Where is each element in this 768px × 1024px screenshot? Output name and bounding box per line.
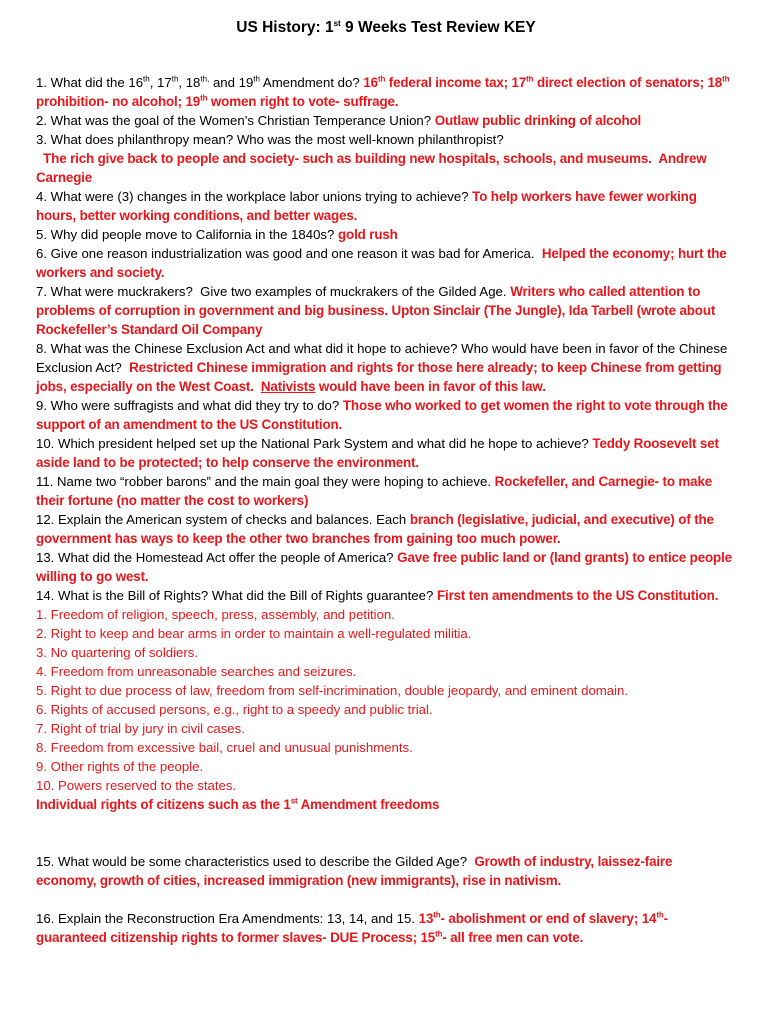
answer-12: branch (legislative, judicial, and executive) of the government has ways to keep the other two branches from gaining too much power. [36,512,714,546]
bill-of-rights-list [36,605,736,795]
question-12: 12. Explain the American system of checks and balances. Each branch (legislative, judicial, and executive) of the government has ways to keep the other two branches from gaining too much power. [36,512,714,546]
answer-2: Outlaw public drinking of alcohol [434,113,642,128]
list-item: 9. Other rights of the people. [36,759,204,774]
nativists-underlined: Nativists [260,379,316,394]
answer-5: gold rush [338,227,398,242]
list-item: 2. Right to keep and bear arms in order to maintain a well-regulated militia. [36,626,472,641]
answer-8: Restricted Chinese immigration and rights for those here already; to keep Chinese from getting jobs, especially on the West Coast. Nativists would have been in favor of this law. [36,360,725,394]
question-11: 11. Name two “robber barons” and the main goal they were hoping to achieve. Rockefeller, and Carnegie- to make their fortune (no matter the cost to workers) [36,474,713,508]
answer-3-line [36,149,736,187]
answer-6: Helped the economy; hurt the workers and society. [36,246,727,280]
question-13: 13. What did the Homestead Act offer the people of America? Gave free public land or (land grants) to entice people willing to go west. [36,550,732,584]
spacer [36,814,736,852]
question-8: 8. What was the Chinese Exclusion Act and what did it hope to achieve? Who would have been in favor of the Chinese Exclusion Act? Restricted Chinese immigration and rights for those here already; to keep Chinese from getting jobs, especially on the West Coast. Nativists would have been in favor of this law. [36,341,731,394]
list-item: 4. Freedom from unreasonable searches and seizures. [36,664,357,679]
answer-13: Gave free public land or (land grants) to entice people willing to go west. [36,550,732,584]
list-item: 5. Right to due process of law, freedom from self-incrimination, double jeopardy, and eminent domain. [36,683,629,698]
bill-of-rights-summary: Individual rights of citizens such as the 1st Amendment freedoms [36,796,440,812]
question-16: 16. Explain the Reconstruction Era Amendments: 13, 14, and 15. 13th- abolishment or end of slavery; 14th- guaranteed citizenship rights to former slaves- DUE Process; 15th- all free men can vote. [36,910,668,945]
review-document [36,18,736,947]
list-item: 7. Right of trial by jury in civil cases. [36,721,245,736]
question-15: 15. What would be some characteristics used to describe the Gilded Age? Growth of industry, laissez-faire economy, growth of cities, increased immigration (new immigrants), rise in nativism. [36,854,673,888]
answer-11: Rockefeller, and Carnegie- to make their fortune (no matter the cost to workers) [36,474,713,508]
answer-1: 16th federal income tax; 17th direct election of senators; 18th prohibition- no alcohol; 19th women right to vote- suffrage. [36,74,730,109]
question-2: 2. What was the goal of the Women’s Christian Temperance Union? Outlaw public drinking of alcohol [36,113,642,128]
answer-16: 13th- abolishment or end of slavery; 14th- guaranteed citizenship rights to former slaves- DUE Process; 15th- all free men can vote. [36,910,668,945]
answer-4: To help workers have fewer working hours, better working conditions, and better wages. [36,189,697,223]
list-item: 1. Freedom of religion, speech, press, assembly, and petition. [36,607,395,622]
answer-7: Writers who called attention to problems of corruption in government and big business. Upton Sinclair (The Jungle), Ida Tarbell (wrote about Rockefeller’s Standard Oil Company [36,284,716,337]
question-7: 7. What were muckrakers? Give two examples of muckrakers of the Gilded Age. Writers who called attention to problems of corruption in government and big business. Upton Sinclair (The Jungle), Ida Tarbell (wrote about Rockefeller’s Standard Oil Company [36,284,716,337]
question-5: 5. Why did people move to California in the 1840s? gold rush [36,227,398,242]
spacer [36,890,736,909]
page-title: US History: 1st 9 Weeks Test Review KEY [236,18,536,36]
list-item: 8. Freedom from excessive bail, cruel and unusual punishments. [36,740,413,755]
question-4: 4. What were (3) changes in the workplace labor unions trying to achieve? To help workers have fewer working hours, better working conditions, and better wages. [36,189,697,223]
answer-14: First ten amendments to the US Constitution. [436,588,719,603]
list-item: 6. Rights of accused persons, e.g., right to a speedy and public trial. [36,702,433,717]
list-item: 10. Powers reserved to the states. [36,778,237,793]
answer-15: Growth of industry, laissez-faire economy, growth of cities, increased immigration (new immigrants), rise in nativism. [36,854,673,888]
question-10: 10. Which president helped set up the National Park System and what did he hope to achieve? Teddy Roosevelt set aside land to be protected; to help conserve the environment. [36,436,719,470]
question-9: 9. Who were suffragists and what did they try to do? Those who worked to get women the right to vote through the support of an amendment to the US Constitution. [36,398,728,432]
answer-9: Those who worked to get women the right to vote through the support of an amendment to the US Constitution. [36,398,728,432]
question-14: 14. What is the Bill of Rights? What did the Bill of Rights guarantee? First ten amendments to the US Constitution. [36,588,719,603]
answer-10: Teddy Roosevelt set aside land to be protected; to help conserve the environment. [36,436,719,470]
list-item: 3. No quartering of soldiers. [36,645,198,660]
question-1: 1. What did the 16th, 17th, $18^{th,}$ and 19th Amendment do? 16th federal income tax; 17th direct election of senators; 18th prohibition- no alcohol; 19th women right to vote- suffrage. [36,74,730,109]
question-6: 6. Give one reason industrialization was good and one reason it was bad for America. Helped the economy; hurt the workers and society. [36,246,727,280]
question-3: 3. What does philanthropy mean? Who was the most well-known philanthropist? [36,132,504,147]
answer-3: The rich give back to people and society- such as building new hospitals, schools, and museums. Andrew Carnegie [36,151,711,185]
